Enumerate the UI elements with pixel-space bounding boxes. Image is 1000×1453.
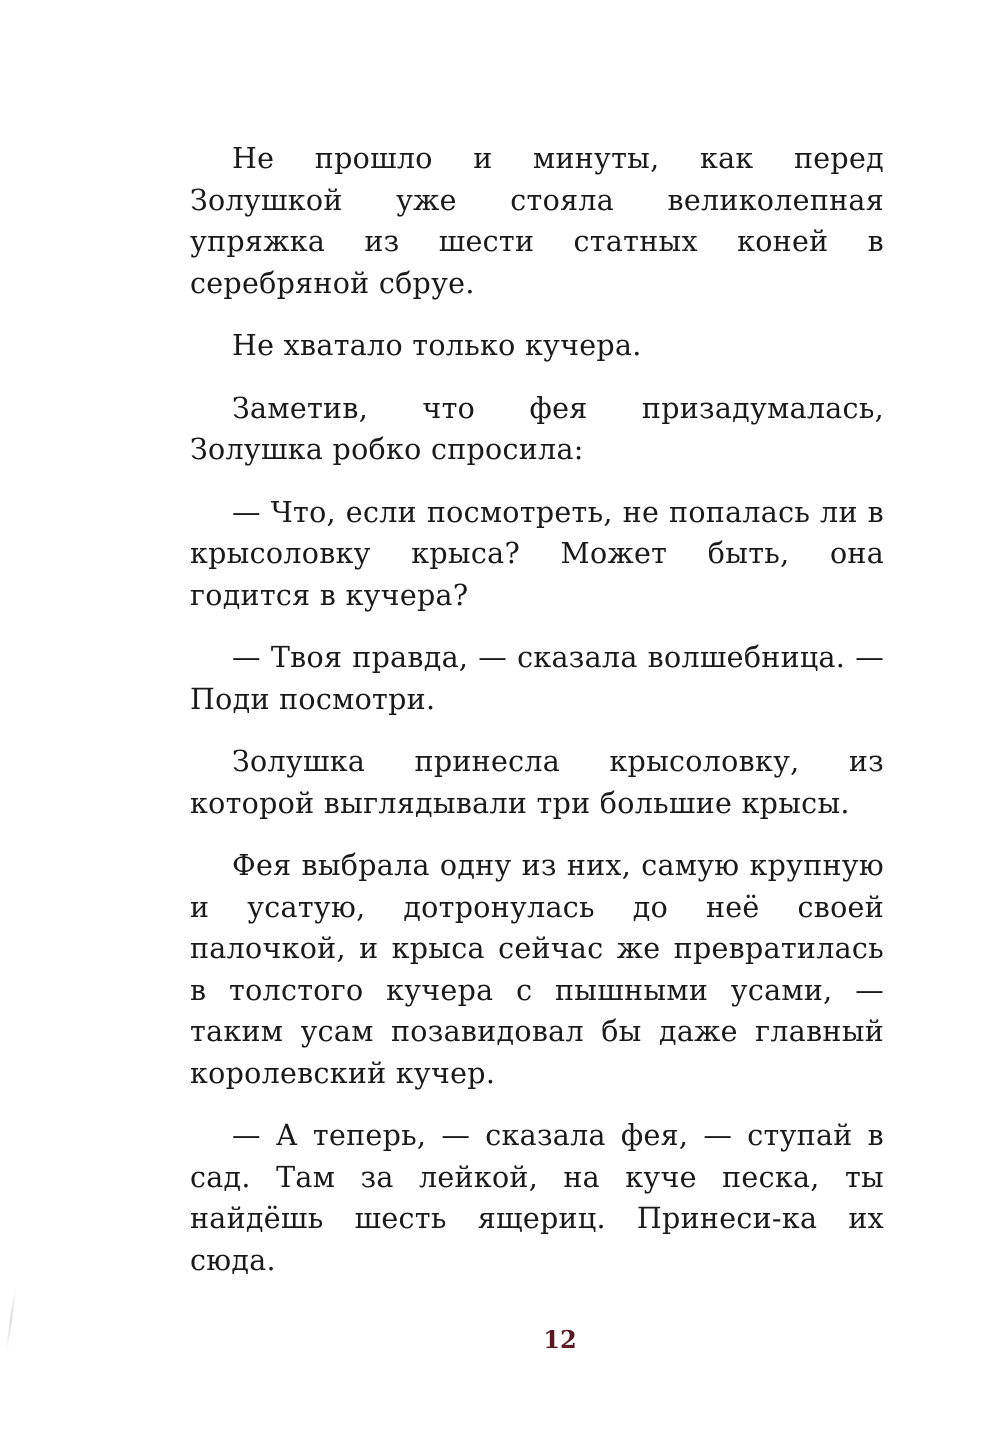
story-text [190, 138, 884, 1281]
paragraph: Фея выбрала одну из них, самую крупную и усатую, дотронулась до неё своей палочкой, и крыса сейчас же превратилась в толстого кучера с пышными усами, — таким усам позавидовал бы даже главный королевский кучер. [190, 849, 884, 1090]
paragraph: Золушка принесла крысоловку, из которой выглядывали три большие крысы. [190, 745, 884, 820]
page-number: 12 [543, 1325, 577, 1354]
paragraph: Не хватало только кучера. [232, 329, 642, 362]
paragraph: Заметив, что фея призадумалась, Золушка робко спросила: [190, 391, 884, 466]
paragraph: — А теперь, — сказала фея, — ступай в сад. Там за лейкой, на куче песка, ты найдёшь шесть ящериц. Принеси-ка их сюда. [190, 1119, 884, 1277]
paragraph: — Твоя правда, — сказала волшебница. — Поди посмотри. [190, 641, 884, 716]
paragraph: Не прошло и минуты, как перед Золушкой уже стояла великолепная упряжка из шести статных коней в серебряной сбруе. [190, 142, 884, 300]
paragraph: — Что, если посмотреть, не попалась ли в крысоловку крыса? Может быть, она годится в кучера? [190, 495, 884, 612]
